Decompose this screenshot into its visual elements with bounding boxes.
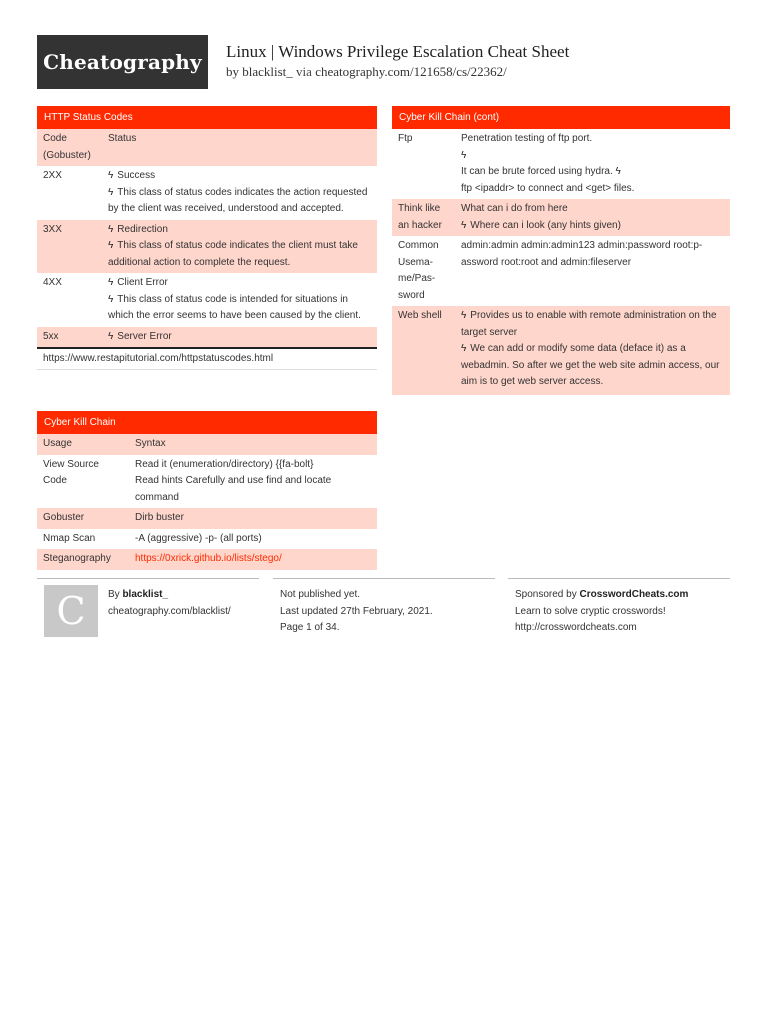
- status-name: Success: [117, 170, 156, 181]
- table-row: [392, 129, 730, 199]
- status-name: Redirection: [117, 223, 168, 235]
- bolt-icon: ϟ: [461, 343, 467, 354]
- usage-cell: Steganography: [37, 549, 129, 570]
- stego-link[interactable]: https://0xrick.github.io/lists/stego/: [135, 553, 282, 564]
- status-code: 2XX: [37, 166, 102, 220]
- status-description: [102, 220, 377, 274]
- table-row: [37, 166, 377, 220]
- author-link[interactable]: blacklist_: [122, 589, 169, 600]
- section-header: HTTP Status Codes: [37, 106, 377, 129]
- syntax-line: What can i do from here: [461, 203, 568, 214]
- syntax-line: Read hints Carefully and use find and locate command: [135, 475, 332, 503]
- table-row: [392, 199, 730, 236]
- table-row: [37, 273, 377, 327]
- subtitle-author-link[interactable]: blacklist_: [242, 64, 293, 79]
- section-header: Cyber Kill Chain: [37, 411, 377, 434]
- subtitle-via: via: [296, 64, 312, 79]
- syntax-cell: [455, 199, 730, 236]
- footer-publish-info: [280, 587, 490, 637]
- syntax-line: Read it (enumeration/directory) {{fa-bolt}: [135, 458, 314, 470]
- sponsored-label: Sponsored by: [515, 589, 577, 600]
- bolt-icon: ϟ: [461, 149, 467, 161]
- published-status: Not published yet.: [280, 589, 361, 600]
- usage-cell: Gobuster: [37, 508, 129, 529]
- page-title: Linux | Windows Privilege Escalation Cheat Sheet: [226, 42, 570, 61]
- cyber-kill-chain-section: [37, 411, 377, 570]
- subtitle-by: by: [226, 64, 239, 79]
- column-header: Usage: [37, 434, 129, 455]
- syntax-line: Penetration testing of ftp port.: [461, 133, 593, 144]
- table-row: [37, 220, 377, 274]
- usage-cell: View Source Code: [37, 455, 129, 509]
- table-row: [37, 529, 377, 550]
- table-row: [392, 306, 730, 393]
- table-row: [37, 549, 377, 570]
- sponsor-link[interactable]: CrosswordCheats.com: [579, 589, 689, 600]
- syntax-line: Where can i look (any hints given): [470, 219, 621, 231]
- status-description: [102, 273, 377, 327]
- footer-author: [108, 587, 258, 620]
- bolt-icon: ϟ: [108, 223, 114, 235]
- sponsor-url-link[interactable]: http://crosswordcheats.com: [515, 622, 637, 633]
- syntax-line: We can add or modify some data (deface it) as a webadmin. So after we get the web site admin access, our aim is to get web server access.: [461, 343, 720, 387]
- usage-cell: Common Usema-me/Pas-sword: [392, 236, 455, 306]
- status-description: [102, 327, 377, 348]
- column-header: Code (Gobuster): [37, 129, 102, 166]
- author-url-link[interactable]: cheatography.com/blacklist/: [108, 605, 231, 617]
- page-number: Page 1 of 34.: [280, 622, 340, 633]
- footer-divider: [508, 578, 730, 579]
- cheatography-logo[interactable]: Cheatography: [37, 35, 208, 89]
- bolt-icon: ϟ: [108, 170, 114, 181]
- bolt-icon: ϟ: [108, 240, 114, 251]
- bolt-icon: ϟ: [108, 277, 114, 288]
- usage-cell: Nmap Scan: [37, 529, 129, 550]
- status-detail: This class of status codes indicates the action requested by the client was received, understood and accepted.: [108, 186, 368, 214]
- syntax-cell: Dirb buster: [129, 508, 377, 529]
- table-header-row: [37, 129, 377, 166]
- sponsor-description: Learn to solve cryptic crosswords!: [515, 605, 666, 617]
- usage-cell: Web shell: [392, 306, 455, 393]
- reference-link[interactable]: https://www.restapitutorial.com/httpstatuscodes.html: [37, 347, 377, 370]
- syntax-cell: -A (aggressive) -p- (all ports): [129, 529, 377, 550]
- section-header: Cyber Kill Chain (cont): [392, 106, 730, 129]
- syntax-cell: [129, 549, 377, 570]
- column-header: Status: [102, 129, 377, 166]
- subtitle-url-link[interactable]: cheatography.com/121658/cs/22362/: [315, 64, 507, 79]
- footer-sponsor: [515, 587, 730, 637]
- status-description: [102, 166, 377, 220]
- status-name: Server Error: [117, 330, 172, 342]
- footer-divider: [273, 578, 495, 579]
- bolt-icon: ϟ: [615, 166, 621, 177]
- status-name: Client Error: [117, 277, 168, 288]
- status-detail: This class of status code is intended for situations in which the error seems to have been caused by the client.: [108, 293, 361, 321]
- syntax-cell: [129, 455, 377, 509]
- bolt-icon: ϟ: [108, 186, 114, 198]
- syntax-cell: [455, 129, 730, 199]
- table-header-row: [37, 434, 377, 455]
- bolt-icon: ϟ: [461, 219, 467, 231]
- table-row: [392, 236, 730, 306]
- section-footer-rule: [392, 393, 730, 395]
- syntax-cell: admin:admin admin:admin123 admin:password root:p-assword root:root and admin:fileserver: [455, 236, 730, 306]
- bolt-icon: ϟ: [108, 293, 114, 305]
- status-detail: This class of status code indicates the client must take additional action to complete the request.: [108, 240, 358, 268]
- status-code: 5xx: [37, 327, 102, 348]
- table-row: [37, 455, 377, 509]
- cyber-kill-chain-cont-section: [392, 106, 730, 395]
- http-status-codes-section: [37, 106, 377, 370]
- bolt-icon: ϟ: [461, 310, 467, 321]
- column-header: Syntax: [129, 434, 377, 455]
- footer-divider: [37, 578, 259, 579]
- page-subtitle: [226, 64, 507, 80]
- table-row: [37, 327, 377, 348]
- author-avatar[interactable]: C: [44, 585, 98, 637]
- usage-cell: Think like an hacker: [392, 199, 455, 236]
- status-code: 4XX: [37, 273, 102, 327]
- status-code: 3XX: [37, 220, 102, 274]
- by-label: By: [108, 589, 120, 600]
- syntax-line: It can be brute forced using hydra.: [461, 166, 613, 177]
- bolt-icon: ϟ: [108, 330, 114, 342]
- syntax-line: ftp <ipaddr> to connect and <get> files.: [461, 182, 635, 194]
- syntax-line: Provides us to enable with remote administration on the target server: [461, 310, 717, 338]
- last-updated: Last updated 27th February, 2021.: [280, 605, 433, 617]
- usage-cell: Ftp: [392, 129, 455, 199]
- syntax-cell: [455, 306, 730, 393]
- table-row: [37, 508, 377, 529]
